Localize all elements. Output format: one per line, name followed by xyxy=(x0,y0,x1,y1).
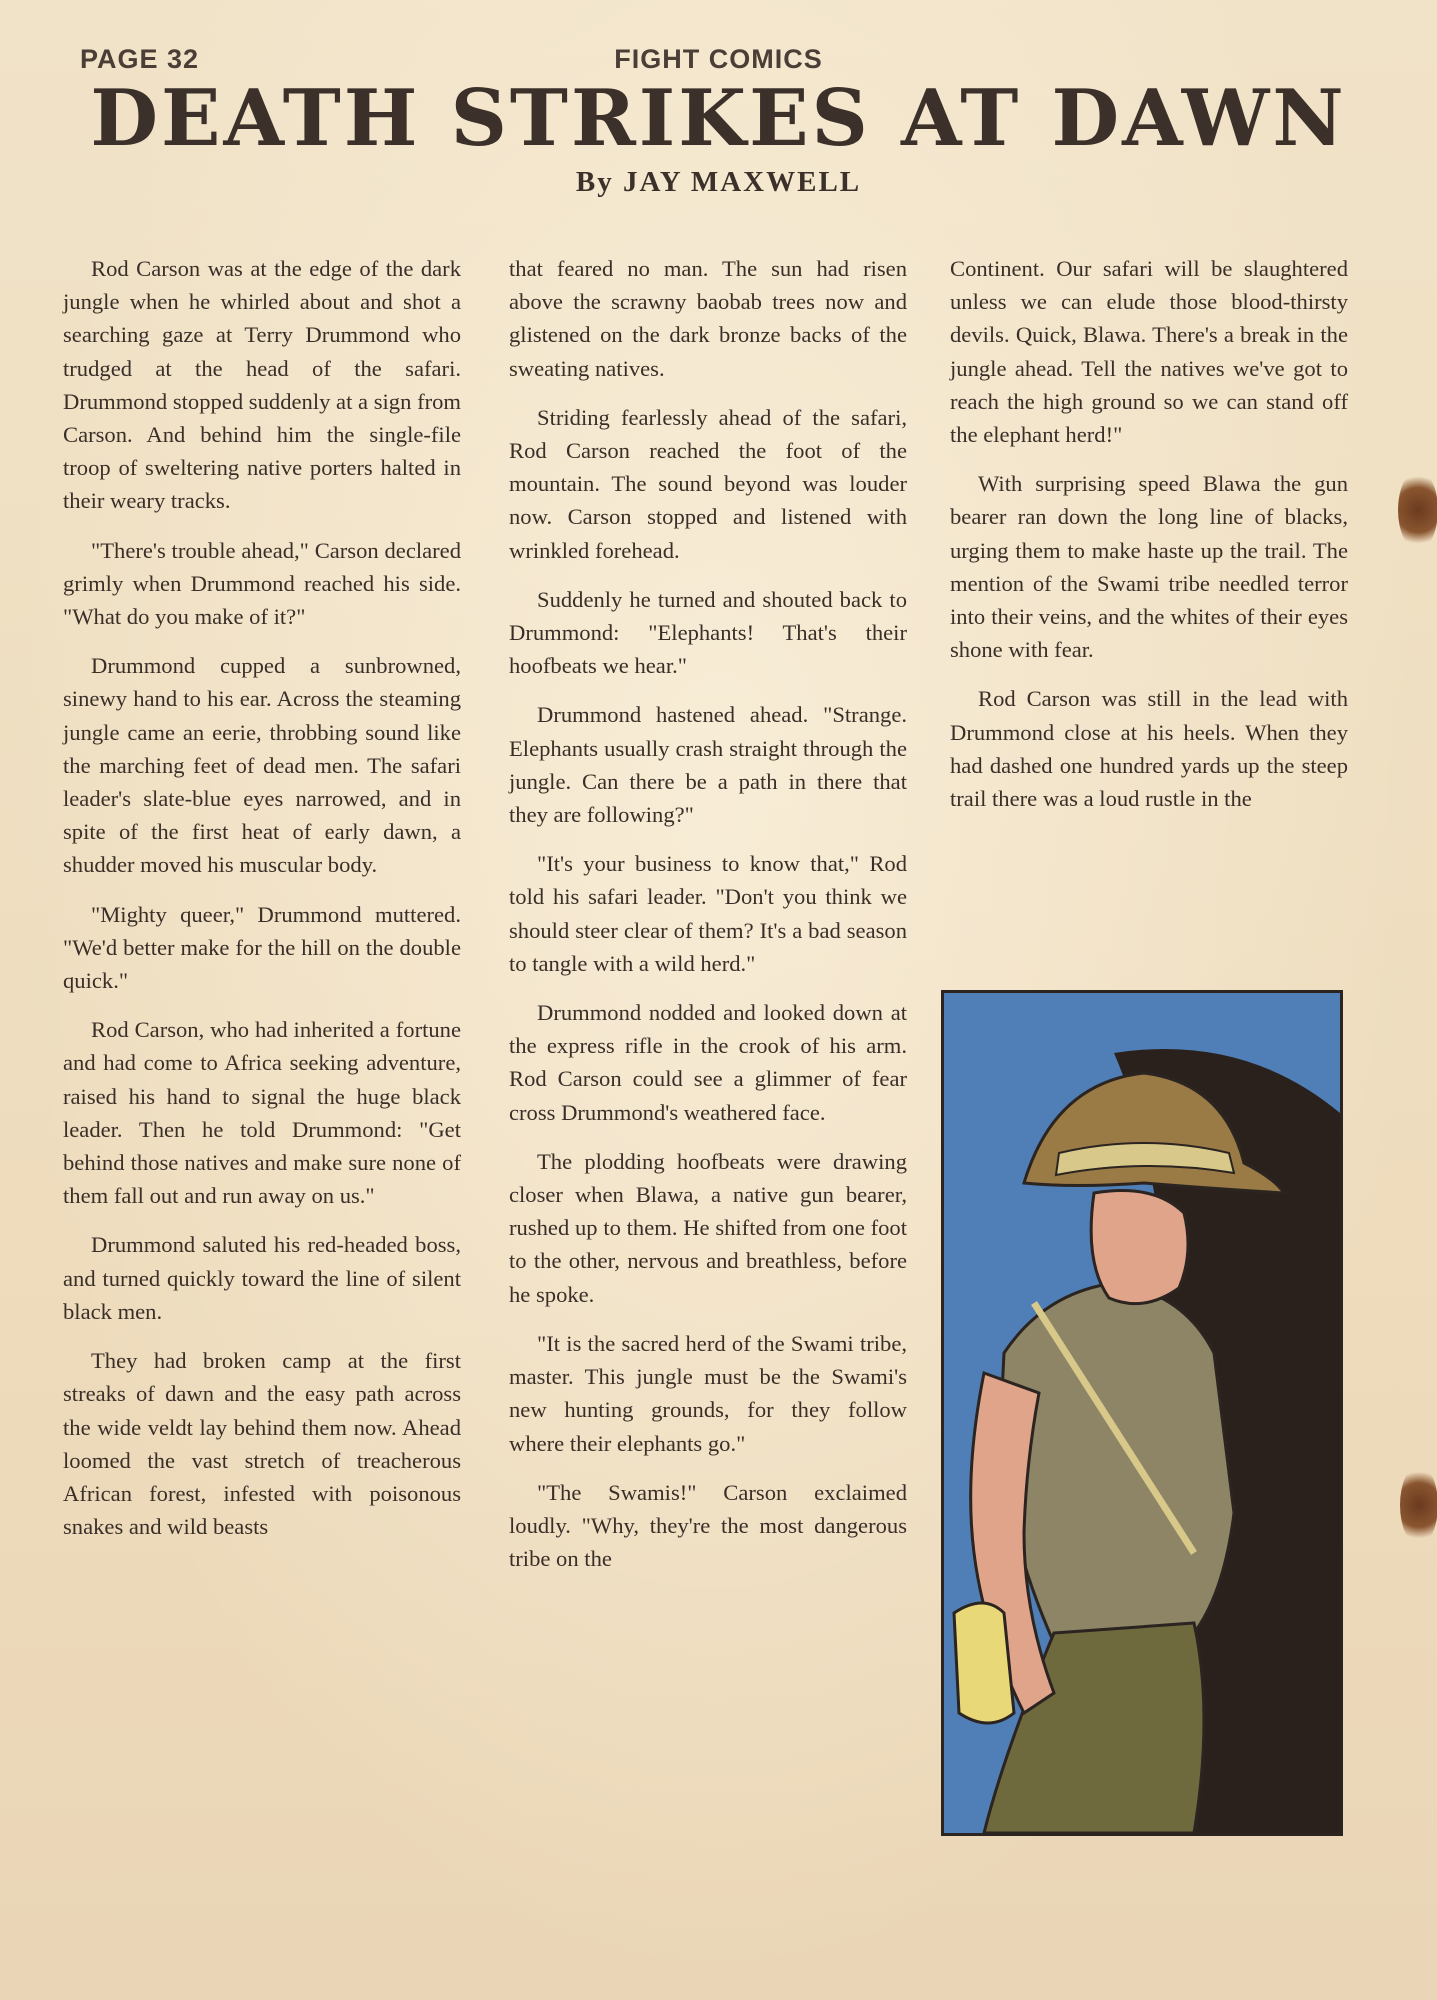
page-number: PAGE 32 xyxy=(80,44,200,74)
paper-stain xyxy=(1400,1465,1437,1545)
paragraph: Rod Carson, who had inherited a fortune and had come to Africa seeking adventure, raised his hand to signal the huge black leader. Then he told Drummond: "Get behind those natives and make sure none of them fall out and run away on us." xyxy=(63,1017,461,1209)
paragraph: "Mighty queer," Drummond muttered. "We'd better make for the hill on the double quick." xyxy=(63,901,461,994)
paragraph: Drummond nodded and looked down at the express rifle in the crook of his arm. Rod Carson could see a glimmer of fear cross Drummond's weathered face. xyxy=(509,1000,907,1125)
story-illustration xyxy=(941,990,1343,1836)
paragraph: Continent. Our safari will be slaughtered unless we can elude those blood-thirsty devils. Quick, Blawa. There's a break in the jungle ahead. Tell the natives we've got to reach the high ground so we can stand off the elephant herd!" xyxy=(950,256,1348,448)
explorer-canteen xyxy=(954,1603,1014,1723)
paper-stain xyxy=(1398,470,1437,550)
paragraph: "There's trouble ahead," Carson declared grimly when Drummond reached his side. "What do you make of it?" xyxy=(63,537,461,630)
paragraph: Suddenly he turned and shouted back to Drummond: "Elephants! That's their hoofbeats we hear." xyxy=(509,586,907,679)
text-column-2 xyxy=(509,252,907,1591)
paragraph: "It is the sacred herd of the Swami tribe, master. This jungle must be the Swami's new hunting grounds, for they follow where their elephants go." xyxy=(509,1330,907,1456)
paragraph: Drummond saluted his red-headed boss, and turned quickly toward the line of silent black men. xyxy=(63,1232,461,1324)
text-column-1 xyxy=(63,252,461,1559)
paragraph: Drummond hastened ahead. "Strange. Elephants usually crash straight through the jungle. Can there be a path in there that they are following?" xyxy=(509,702,907,828)
magazine-name: FIGHT COMICS xyxy=(614,44,823,74)
story-title: DEATH STRIKES AT DAWN xyxy=(90,73,1347,164)
explorer-shirt xyxy=(999,1283,1234,1643)
paragraph: Rod Carson was at the edge of the dark jungle when he whirled about and shot a searching gaze at Terry Drummond who trudged at the head of the safari. Drummond stopped suddenly at a sign from Carson. And behind him the single-file troop of sweltering native porters halted in their weary tracks. xyxy=(63,256,461,514)
paragraph: With surprising speed Blawa the gun bearer ran down the long line of blacks, urging them to make haste up the trail. The mention of the Swami tribe needled terror into their veins, and the whites of their eyes shone with fear. xyxy=(950,471,1348,663)
story-byline: By JAY MAXWELL xyxy=(575,166,862,198)
paragraph: They had broken camp at the first streaks of dawn and the easy path across the wide veldt lay behind them now. Ahead loomed the vast stretch of treacherous African forest, infested with poisonous snakes and wild beasts xyxy=(63,1348,461,1540)
text-column-3 xyxy=(950,252,1348,831)
paragraph: Rod Carson was still in the lead with Drummond close at his heels. When they had dashed one hundred yards up the steep trail there was a loud rustle in the xyxy=(950,686,1348,812)
paragraph: "It's your business to know that," Rod told his safari leader. "Don't you think we should steer clear of them? It's a bad season to tangle with a wild herd." xyxy=(509,851,907,976)
paragraph: The plodding hoofbeats were drawing closer when Blawa, a native gun bearer, rushed up to them. He shifted from one foot to the other, nervous and breathless, before he spoke. xyxy=(509,1148,907,1307)
paragraph: "The Swamis!" Carson exclaimed loudly. "Why, they're the most dangerous tribe on the xyxy=(509,1479,907,1572)
explorer-face xyxy=(1091,1191,1188,1304)
paragraph: Striding fearlessly ahead of the safari, Rod Carson reached the foot of the mountain. The sound beyond was louder now. Carson stopped and listened with wrinkled forehead. xyxy=(509,404,907,563)
explorer-illustration xyxy=(944,993,1340,1833)
paragraph: that feared no man. The sun had risen above the scrawny baobab trees now and glistened on the dark bronze backs of the sweating natives. xyxy=(509,256,907,381)
paragraph: Drummond cupped a sunbrowned, sinewy hand to his ear. Across the steaming jungle came an eerie, throbbing sound like the marching feet of dead men. The safari leader's slate-blue eyes narrowed, and in spite of the first heat of early dawn, a shudder moved his muscular body. xyxy=(63,653,461,878)
